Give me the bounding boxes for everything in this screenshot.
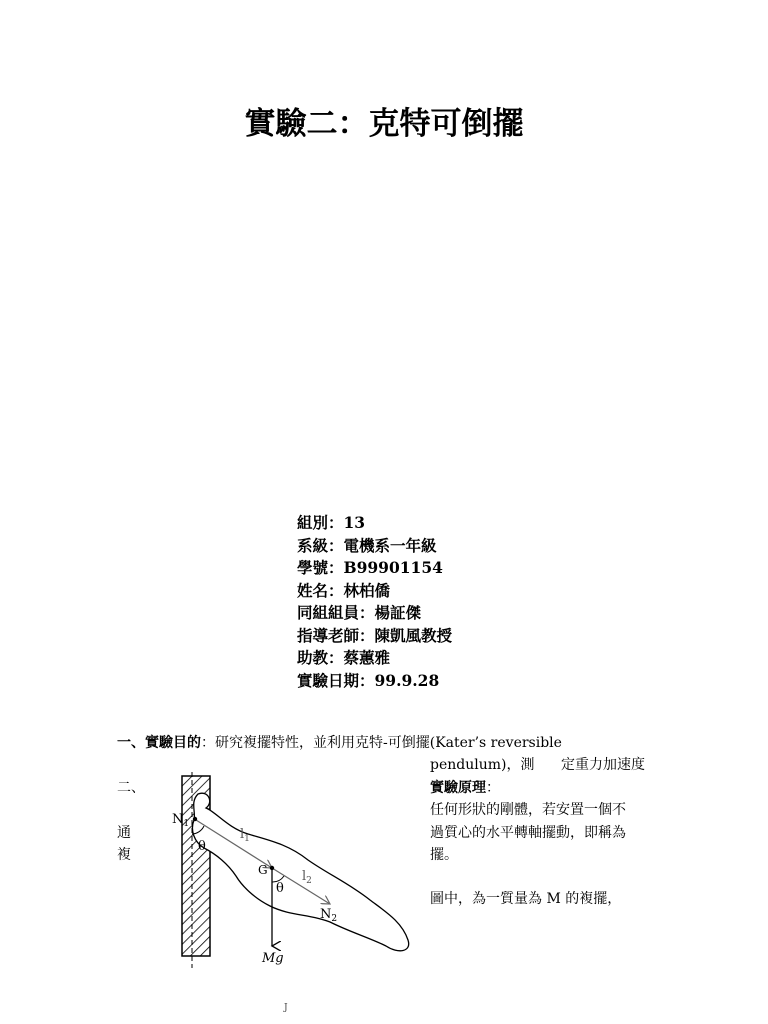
info-value: B99901154	[343, 558, 443, 577]
info-label: 學號：	[297, 558, 344, 577]
label-l2-main: l	[302, 869, 307, 884]
info-label: 同組組員：	[297, 603, 375, 622]
info-value: 陳凱風教授	[374, 625, 453, 645]
label-n2-main: N	[320, 907, 332, 922]
compound-pendulum-diagram	[150, 768, 420, 968]
section1-text-end: 定重力加速度	[561, 757, 645, 773]
section1-heading: 一、實驗目的	[117, 735, 201, 751]
info-row-student-id	[297, 557, 452, 580]
section2-p2: 圖中，為一質量為 M 的複擺，	[430, 891, 622, 907]
label-n1-sub: 1	[183, 819, 190, 829]
info-row-ta	[297, 647, 452, 670]
info-value: 13	[343, 513, 366, 532]
center-of-mass-g	[270, 866, 274, 870]
label-mg: Mg	[262, 951, 284, 966]
section2-left-char-2: 複	[117, 847, 131, 863]
section2-heading: 實驗原理	[430, 780, 486, 796]
section1-line1	[117, 732, 562, 754]
section1-text-cont: pendulum)，測	[430, 757, 535, 773]
section2-number: 二、	[117, 780, 145, 796]
section2-p1-line3: 擺。	[430, 847, 458, 863]
info-label: 系級：	[297, 535, 344, 555]
pendulum-body	[192, 793, 408, 951]
info-row-department	[297, 535, 452, 558]
student-info-block	[297, 512, 452, 692]
info-label: 指導老師：	[297, 625, 375, 645]
info-label: 助教：	[297, 648, 344, 667]
info-label: 組別：	[297, 513, 344, 532]
info-value: 林柏僑	[343, 580, 391, 600]
label-theta1: θ	[198, 839, 206, 854]
label-l1-main: l	[240, 827, 245, 842]
label-n2-sub: 2	[331, 914, 338, 924]
section1-text: ：研究複擺特性，並利用克特-可倒擺(Kater’s reversible	[201, 735, 562, 751]
info-label: 姓名：	[297, 580, 344, 600]
section2-p1-line2: 過質心的水平轉軸擺動，即稱為	[430, 825, 626, 841]
info-value: 蔡蕙雅	[343, 648, 391, 667]
label-n1-main: N	[172, 812, 184, 827]
info-row-name	[297, 580, 452, 603]
info-value: 電機系一年級	[343, 535, 437, 555]
section2-left-char-1: 通	[117, 825, 131, 841]
label-g: G	[258, 863, 268, 877]
info-label: 實驗日期：	[297, 670, 375, 690]
info-row-advisor	[297, 625, 452, 648]
pivot-n1	[193, 817, 197, 821]
label-theta2: θ	[276, 881, 284, 896]
info-row-partner	[297, 602, 452, 625]
footer-mark: J	[284, 1003, 288, 1013]
info-row-date	[297, 670, 452, 693]
label-l1	[240, 827, 250, 844]
info-value: 99.9.28	[374, 670, 440, 690]
page-title: 實驗二：克特可倒擺	[244, 106, 524, 142]
section2-p1-line1: 任何形狀的剛體，若安置一個不	[430, 802, 626, 818]
section2-heading-line	[430, 777, 500, 799]
info-row-group	[297, 512, 452, 535]
label-l1-sub: 1	[244, 834, 250, 844]
info-value: 楊証傑	[374, 603, 422, 622]
section2-colon: ：	[486, 780, 500, 796]
label-l2-sub: 2	[306, 876, 312, 886]
